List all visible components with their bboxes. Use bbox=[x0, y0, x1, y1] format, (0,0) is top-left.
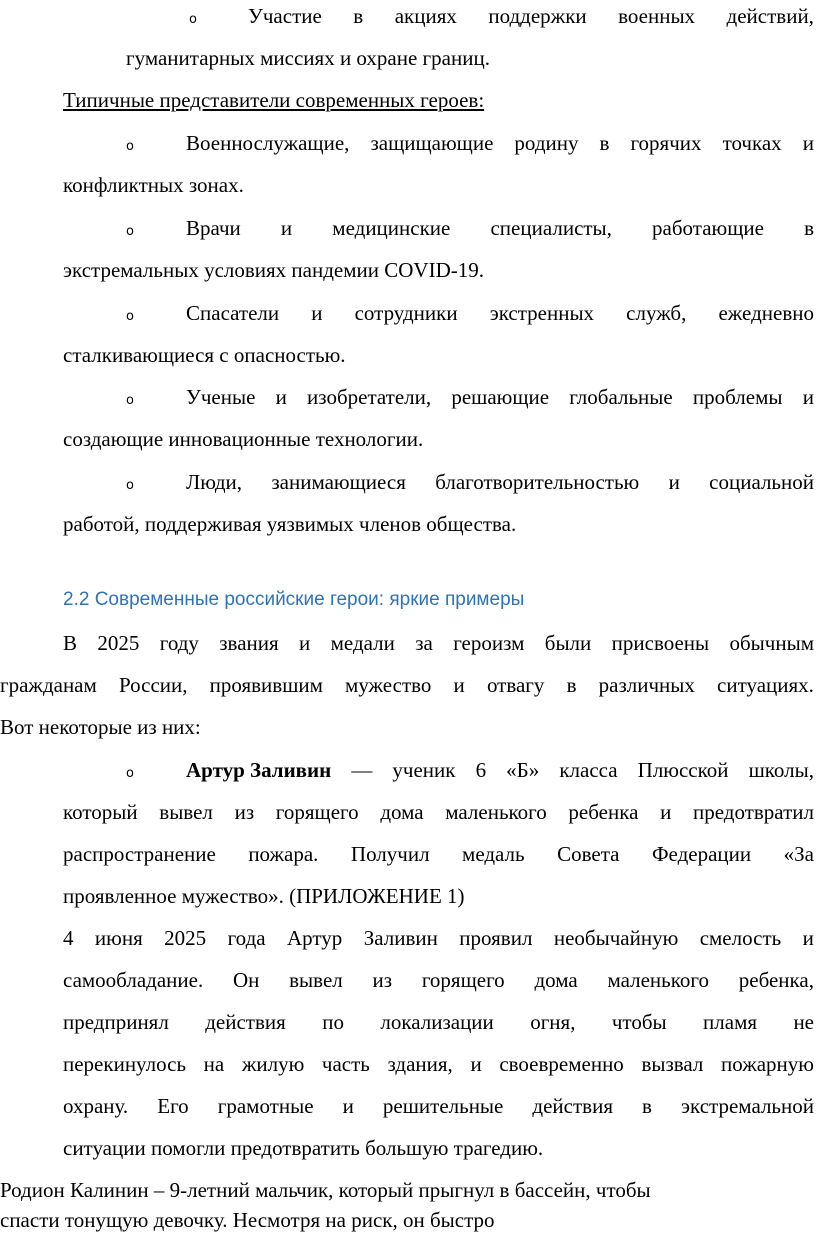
list-item-line bbox=[63, 802, 814, 823]
word: своевременно bbox=[499, 1052, 624, 1076]
word: в bbox=[353, 4, 364, 28]
paragraph-line: спасти тонущую девочку. Несмотря на риск, он быстро bbox=[0, 1208, 495, 1232]
list-item-line bbox=[186, 303, 814, 324]
word: сотрудники bbox=[354, 301, 458, 325]
word: благотворительностью bbox=[435, 470, 640, 494]
word: Врачи bbox=[186, 216, 241, 240]
word: присвоены bbox=[611, 631, 710, 655]
word: Участие bbox=[248, 4, 322, 28]
hero-name: Артур Заливин bbox=[186, 758, 332, 782]
paragraph-line: Родион Калинин – 9-летний мальчик, который прыгнул в бассейн, чтобы bbox=[0, 1178, 651, 1202]
list-item-line: создающие инновационные технологии. bbox=[63, 427, 424, 451]
paragraph-line bbox=[63, 1096, 814, 1117]
word: и bbox=[660, 800, 672, 824]
word: Его bbox=[157, 1094, 189, 1118]
word: и bbox=[299, 631, 311, 655]
word: и bbox=[802, 385, 814, 409]
word: медицинские bbox=[332, 216, 451, 240]
word: не bbox=[793, 1010, 814, 1034]
word: горячих bbox=[630, 131, 702, 155]
word: горящего bbox=[421, 968, 505, 992]
word: проявил bbox=[459, 926, 533, 950]
word: июня bbox=[94, 926, 143, 950]
word: военных bbox=[618, 4, 696, 28]
word: обычным bbox=[729, 631, 814, 655]
word: который bbox=[63, 800, 138, 824]
word: проявившим bbox=[209, 673, 323, 697]
word: мужество bbox=[345, 673, 432, 697]
word: действий, bbox=[726, 4, 814, 28]
word: «Б» bbox=[506, 758, 540, 782]
word: маленького bbox=[445, 800, 547, 824]
word: защищающие bbox=[370, 131, 494, 155]
paragraph-line bbox=[0, 675, 814, 696]
word: Совета bbox=[557, 842, 620, 866]
word: дома bbox=[534, 968, 578, 992]
word: перекинулось bbox=[63, 1052, 187, 1076]
word: по bbox=[322, 1010, 344, 1034]
word: предотвратил bbox=[693, 800, 814, 824]
word: экстренных bbox=[489, 301, 595, 325]
word: России, bbox=[118, 673, 188, 697]
word: действия bbox=[205, 1010, 286, 1034]
word: Артур bbox=[287, 926, 343, 950]
word: из bbox=[234, 800, 255, 824]
list-bullet: o bbox=[126, 139, 134, 154]
list-item-line: сталкивающиеся с опасностью. bbox=[63, 343, 346, 367]
list-bullet: o bbox=[126, 224, 134, 239]
word: и bbox=[311, 301, 323, 325]
word: — bbox=[351, 758, 373, 782]
word: и bbox=[802, 131, 814, 155]
word: акциях bbox=[394, 4, 457, 28]
word: 4 bbox=[63, 926, 74, 950]
word: 2025 bbox=[164, 926, 207, 950]
word: смелость bbox=[699, 926, 782, 950]
word: в bbox=[599, 131, 610, 155]
word: Ученые bbox=[186, 385, 256, 409]
list-bullet: o bbox=[126, 766, 134, 781]
word: занимающиеся bbox=[271, 470, 406, 494]
word: класса bbox=[559, 758, 618, 782]
word: Плюсской bbox=[637, 758, 729, 782]
word: в bbox=[804, 216, 814, 240]
word: грамотные bbox=[217, 1094, 314, 1118]
word: пожарную bbox=[721, 1052, 814, 1076]
word: в bbox=[642, 1094, 652, 1118]
paragraph-line bbox=[63, 970, 814, 991]
word: ежедневно bbox=[718, 301, 814, 325]
word: распространение bbox=[63, 842, 216, 866]
word: социальной bbox=[709, 470, 814, 494]
word: ученик bbox=[392, 758, 456, 782]
word: различных bbox=[598, 673, 695, 697]
word: ситуациях. bbox=[717, 673, 814, 697]
word: и bbox=[342, 1094, 354, 1118]
word: и bbox=[470, 1052, 482, 1076]
paragraph-line: Вот некоторые из них: bbox=[0, 715, 201, 739]
word: школы, bbox=[748, 758, 814, 782]
word: глобальные bbox=[569, 385, 673, 409]
paragraph-line bbox=[63, 1054, 814, 1075]
word: медаль bbox=[462, 842, 525, 866]
word: 6 bbox=[475, 758, 487, 782]
word: героизм bbox=[453, 631, 525, 655]
word: предпринял bbox=[63, 1010, 169, 1034]
word: горящего bbox=[275, 800, 359, 824]
word: охрану. bbox=[63, 1094, 129, 1118]
word: медали bbox=[330, 631, 395, 655]
word: экстремальной bbox=[681, 1094, 814, 1118]
list-item-line bbox=[248, 6, 814, 27]
paragraph-line bbox=[63, 633, 814, 654]
word: года bbox=[227, 926, 266, 950]
word: звания bbox=[219, 631, 279, 655]
word: и bbox=[275, 385, 287, 409]
word: Он bbox=[232, 968, 260, 992]
word: вызвал bbox=[641, 1052, 704, 1076]
word: Люди, bbox=[186, 470, 243, 494]
word: маленького bbox=[607, 968, 709, 992]
word: и bbox=[802, 926, 814, 950]
word: чтобы bbox=[611, 1010, 667, 1034]
word: Федерации bbox=[651, 842, 752, 866]
word: на bbox=[203, 1052, 225, 1076]
word: действия bbox=[532, 1094, 613, 1118]
list-item-line: гуманитарных миссиях и охране границ. bbox=[126, 46, 490, 70]
list-bullet: o bbox=[189, 12, 197, 27]
word: необычайную bbox=[553, 926, 679, 950]
word: за bbox=[415, 631, 433, 655]
word: огня, bbox=[530, 1010, 576, 1034]
word: вывел bbox=[289, 968, 343, 992]
word: Спасатели bbox=[186, 301, 280, 325]
word: Получил bbox=[350, 842, 430, 866]
word: В bbox=[63, 631, 78, 655]
list-bullet: o bbox=[126, 393, 134, 408]
word: и bbox=[280, 216, 293, 240]
word: служб, bbox=[626, 301, 687, 325]
list-bullet: o bbox=[126, 478, 134, 493]
word: ребенка bbox=[568, 800, 639, 824]
section-heading: 2.2 Современные российские герои: яркие примеры bbox=[63, 589, 525, 610]
word: Военнослужащие, bbox=[186, 131, 350, 155]
word: здания, bbox=[387, 1052, 453, 1076]
word: году bbox=[159, 631, 199, 655]
list-item-line: проявленное мужество». (ПРИЛОЖЕНИЕ 1) bbox=[63, 884, 465, 908]
list-item-line bbox=[186, 387, 814, 408]
word: специалисты, bbox=[490, 216, 612, 240]
paragraph-line bbox=[63, 1012, 814, 1033]
list-item-line: работой, поддерживая уязвимых членов общества. bbox=[63, 512, 517, 536]
subheading-typical-representatives: Типичные представители современных героев: bbox=[63, 88, 485, 112]
word: вывел bbox=[159, 800, 213, 824]
list-item-line: конфликтных зонах. bbox=[63, 173, 244, 197]
word: локализации bbox=[380, 1010, 494, 1034]
word: пламя bbox=[703, 1010, 758, 1034]
list-item-line bbox=[186, 760, 814, 781]
word: точках bbox=[722, 131, 782, 155]
list-item-line bbox=[63, 844, 814, 865]
word: дома bbox=[380, 800, 424, 824]
paragraph-line bbox=[63, 928, 814, 949]
list-bullet: o bbox=[126, 309, 134, 324]
word: ребенка, bbox=[738, 968, 814, 992]
word: отвагу bbox=[486, 673, 545, 697]
word: проблемы bbox=[692, 385, 783, 409]
word: в bbox=[566, 673, 577, 697]
word: Заливин bbox=[363, 926, 438, 950]
word: гражданам bbox=[0, 673, 97, 697]
word: решающие bbox=[451, 385, 550, 409]
word: и bbox=[668, 470, 680, 494]
word: были bbox=[544, 631, 592, 655]
list-item-line bbox=[186, 133, 814, 154]
word: часть bbox=[321, 1052, 370, 1076]
word: «За bbox=[783, 842, 814, 866]
paragraph-line: ситуации помогли предотвратить большую трагедию. bbox=[63, 1136, 544, 1160]
word: пожара. bbox=[248, 842, 319, 866]
list-item-line: экстремальных условиях пандемии COVID-19. bbox=[63, 258, 484, 282]
word: самообладание. bbox=[63, 968, 204, 992]
list-item-line bbox=[186, 218, 814, 239]
word: 2025 bbox=[97, 631, 140, 655]
word: решительные bbox=[382, 1094, 504, 1118]
word: изобретатели, bbox=[307, 385, 432, 409]
word: родину bbox=[514, 131, 579, 155]
word: жилую bbox=[241, 1052, 305, 1076]
word: поддержки bbox=[488, 4, 587, 28]
word: работающие bbox=[652, 216, 764, 240]
word: и bbox=[453, 673, 465, 697]
word: из bbox=[372, 968, 393, 992]
list-item-line bbox=[186, 472, 814, 493]
